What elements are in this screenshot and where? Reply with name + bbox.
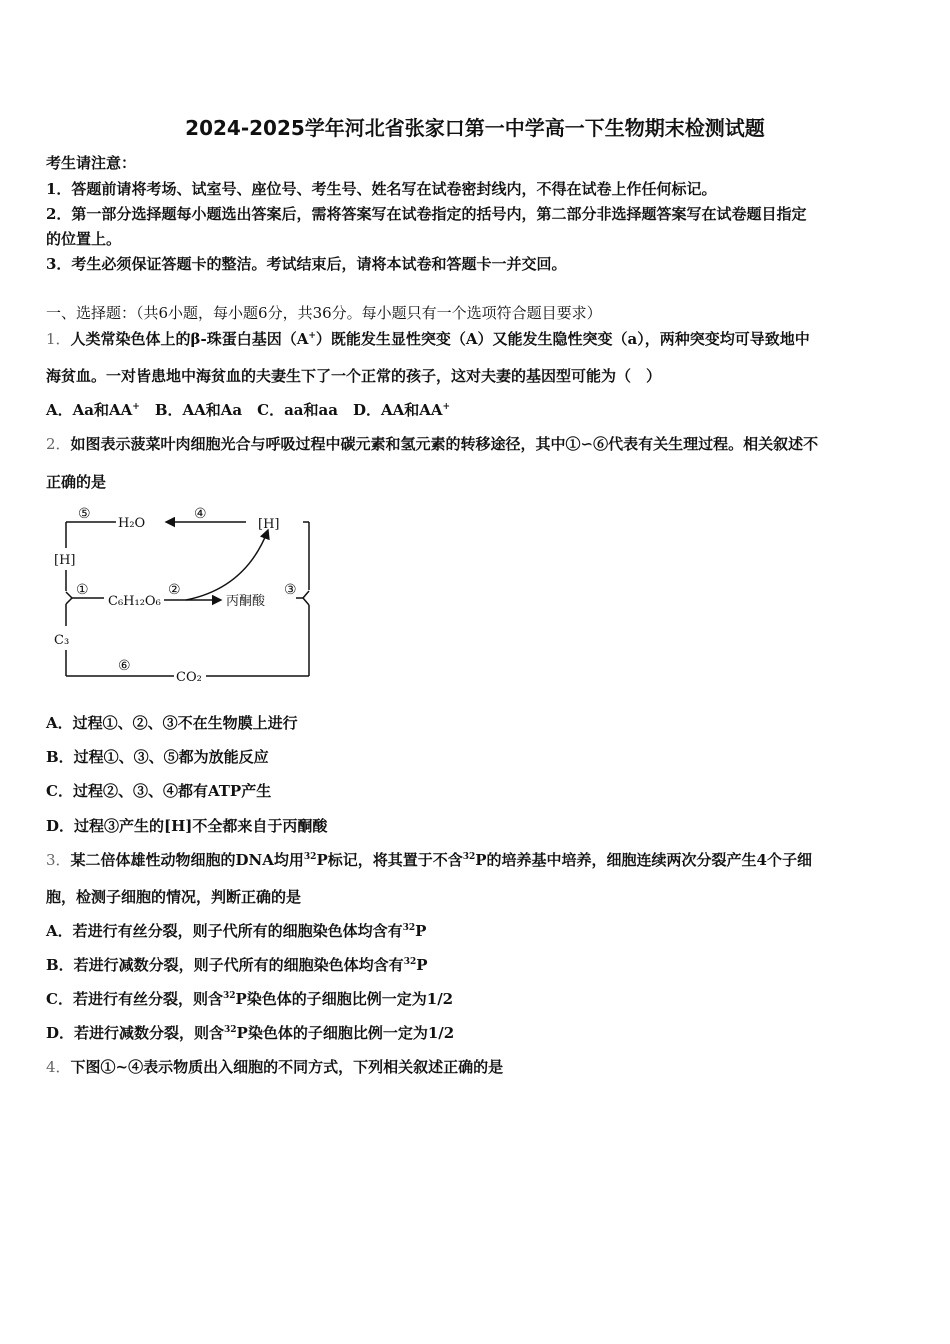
q3-sup-1: 32 [303, 852, 317, 862]
q3-option-c [46, 988, 453, 1009]
q1-number: 1． [46, 330, 71, 348]
section-heading: 一、选择题：（共6小题，每小题6分，共36分。每小题只有一个选项符合题目要求） [46, 304, 602, 322]
q1-option-bcd: B．AA和Aa C．aa和aa D．AA和AA [139, 401, 443, 419]
label-1: ① [76, 582, 89, 598]
q1-option-a-sup: + [132, 402, 140, 412]
q3-option-a-text: A．若进行有丝分裂，则子代所有的细胞染色体均含有 [46, 922, 403, 940]
q2-option-b: B．过程①、③、⑤都为放能反应 [46, 748, 269, 766]
q3-option-b-text: B．若进行减数分裂，则子代所有的细胞染色体均含有 [46, 956, 404, 974]
notice-item-3: 3．考生必须保证答题卡的整洁。考试结束后，请将本试卷和答题卡一并交回。 [46, 255, 567, 273]
label-co2: CO₂ [176, 670, 202, 685]
q1-line2: 海贫血。一对皆患地中海贫血的夫妻生下了一个正常的孩子，这对夫妻的基因型可能为（ ） [46, 367, 662, 385]
q1-sup: + [308, 331, 316, 341]
q3-option-a-tail: P [415, 922, 427, 940]
q3-option-a-sup: 32 [402, 923, 416, 933]
q2-option-a: A．过程①、②、③不在生物膜上进行 [46, 714, 298, 732]
q2-option-c: C．过程②、③、④都有ATP产生 [46, 782, 272, 800]
q3-option-d [46, 1022, 454, 1043]
arrow-to-h-top [186, 530, 268, 600]
carbon-hydrogen-diagram [46, 498, 316, 693]
q1-option-a: A．Aa和AA [46, 401, 133, 419]
label-h-left: [H] [54, 553, 76, 568]
label-4: ④ [194, 506, 207, 522]
q2-line2: 正确的是 [46, 473, 107, 491]
notice-item-2-cont: 的位置上。 [46, 230, 122, 248]
label-2: ② [168, 582, 181, 598]
q3-option-c-tail: P染色体的子细胞比例一定为1/2 [235, 990, 454, 1008]
q4-text: 下图①~④表示物质出入细胞的不同方式，下列相关叙述正确的是 [70, 1058, 504, 1076]
q3-sup-2: 32 [462, 852, 476, 862]
q3-text-b: P标记，将其置于不含 [316, 851, 463, 869]
q1-text-b: ）既能发生显性突变（A）又能发生隐性突变（a），两种突变均可导致地中 [315, 330, 810, 348]
q3-option-c-text: C．若进行有丝分裂，则含 [46, 990, 223, 1008]
q2-option-d: D．过程③产生的[H]不全都来自于丙酮酸 [46, 817, 328, 835]
label-5: ⑤ [78, 506, 91, 522]
q4-line1 [46, 1056, 503, 1077]
q3-option-b-tail: P [416, 956, 428, 974]
q3-option-b-sup: 32 [403, 957, 417, 967]
q4-number: 4． [46, 1058, 71, 1076]
q3-text-c: P的培养基中培养，细胞连续两次分裂产生4个子细 [475, 851, 812, 869]
q1-options [46, 399, 450, 420]
right-mid-corner-up [303, 591, 309, 598]
label-h2o: H₂O [118, 516, 146, 531]
q1-line1 [46, 328, 810, 349]
right-mid-corner-down [303, 598, 309, 605]
q1-text-a: 人类常染色体上的β-珠蛋白基因（A [70, 330, 309, 348]
left-lower-corner [66, 598, 72, 604]
q3-option-d-tail: P染色体的子细胞比例一定为1/2 [236, 1024, 455, 1042]
label-glucose: C₆H₁₂O₆ [108, 594, 161, 609]
q3-option-c-sup: 32 [222, 991, 236, 1001]
q3-line1 [46, 849, 812, 870]
q3-option-d-sup: 32 [224, 1025, 237, 1035]
q3-option-b [46, 954, 428, 975]
q3-option-d-text: D．若进行减数分裂，则含 [46, 1024, 225, 1042]
q1-option-d-sup: + [442, 402, 451, 412]
q3-number: 3． [46, 851, 71, 869]
notice-item-2: 2．第一部分选择题每小题选出答案后，需将答案写在试卷指定的括号内，第二部分非选择题答案写在试卷题目指定 [46, 205, 807, 223]
q2-line1 [46, 433, 818, 454]
q2-number: 2． [46, 435, 71, 453]
left-mid-corner [66, 592, 72, 598]
label-6: ⑥ [118, 658, 131, 674]
q3-line2: 胞，检测子细胞的情况，判断正确的是 [46, 888, 302, 906]
notice-item-1: 1．答题前请将考场、试室号、座位号、考生号、姓名写在试卷密封线内，不得在试卷上作任何标记。 [46, 180, 717, 198]
q2-text: 如图表示菠菜叶肉细胞光合与呼吸过程中碳元素和氢元素的转移途径，其中①∽⑥代表有关生理过程。相关叙述不 [70, 435, 819, 453]
q3-option-a [46, 920, 426, 941]
label-h-top: [H] [258, 517, 280, 532]
label-pyruvate: 丙酮酸 [226, 594, 266, 609]
notice-heading: 考生请注意： [46, 154, 137, 172]
page-title: 2024-2025学年河北省张家口第一中学高一下生物期末检测试题 [185, 116, 765, 140]
label-c3: C₃ [54, 633, 70, 648]
label-3: ③ [284, 582, 297, 598]
q3-text-a: 某二倍体雄性动物细胞的DNA均用 [70, 851, 304, 869]
